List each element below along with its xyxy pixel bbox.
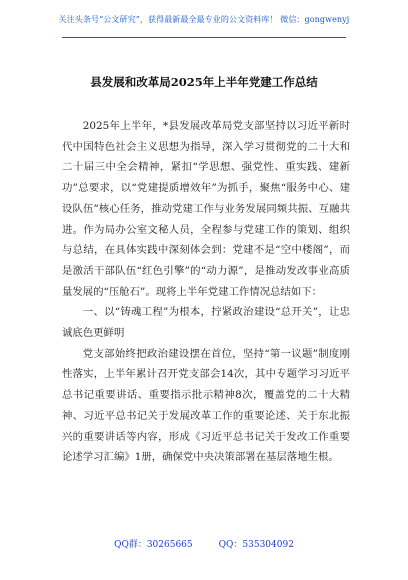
section-heading-1: 一、以“铸魂工程”为根本，拧紧政治建设“总开关”，让忠诚底色更鲜明 xyxy=(62,306,350,340)
qq-group-label: QQ群：30265665 xyxy=(114,540,193,550)
paragraph-section-1: 党支部始终把政治建设摆在首位，坚持“第一议题”制度刚性落实，上半年累计召开党支部会14次，其中专题学习习近平总书记重要讲话、重要指示批示精神8次，覆盖党的二十大精神、习近平总书记关于发展改革工作的重要论述、关于东北振兴的重要讲话等内容，形成《习近平总书记关于发改工作重要论述学习汇编》1册，确保党中央决策部署在基层落地生根。 xyxy=(62,347,350,464)
header-divider xyxy=(62,37,346,38)
footer-contact xyxy=(0,537,408,550)
document-body xyxy=(62,116,350,468)
header-notice: 关注头条号“公文研究”，获得最新最全最专业的公文资料库！ 微信：gongwenyj xyxy=(58,15,350,24)
paragraph-intro: 2025年上半年，*县发展改革局党支部坚持以习近平新时代中国特色社会主义思想为指导，深入学习贯彻党的二十大和二十届三中全会精神，紧扣“学思想、强党性、重实践、建新功”总要求，以“党建提质增效年”为抓手，聚焦“服务中心、建设队伍”核心任务，推动党建工作与业务发展同频共振、互融共进。作为局办公室文秘人员，全程参与党建工作的策划、组织与总结，在具体实践中深刻体会到：党建不是“空中楼阁”，而是激活干部队伍“红色引擎”的“动力源”，是推动发改事业高质量发展的“压舱石”。现将上半年党建工作情况总结如下： xyxy=(62,120,350,298)
document-title: 县发展和改革局2025年上半年党建工作总结 xyxy=(90,75,318,89)
qq-label: QQ：535304092 xyxy=(218,540,294,550)
